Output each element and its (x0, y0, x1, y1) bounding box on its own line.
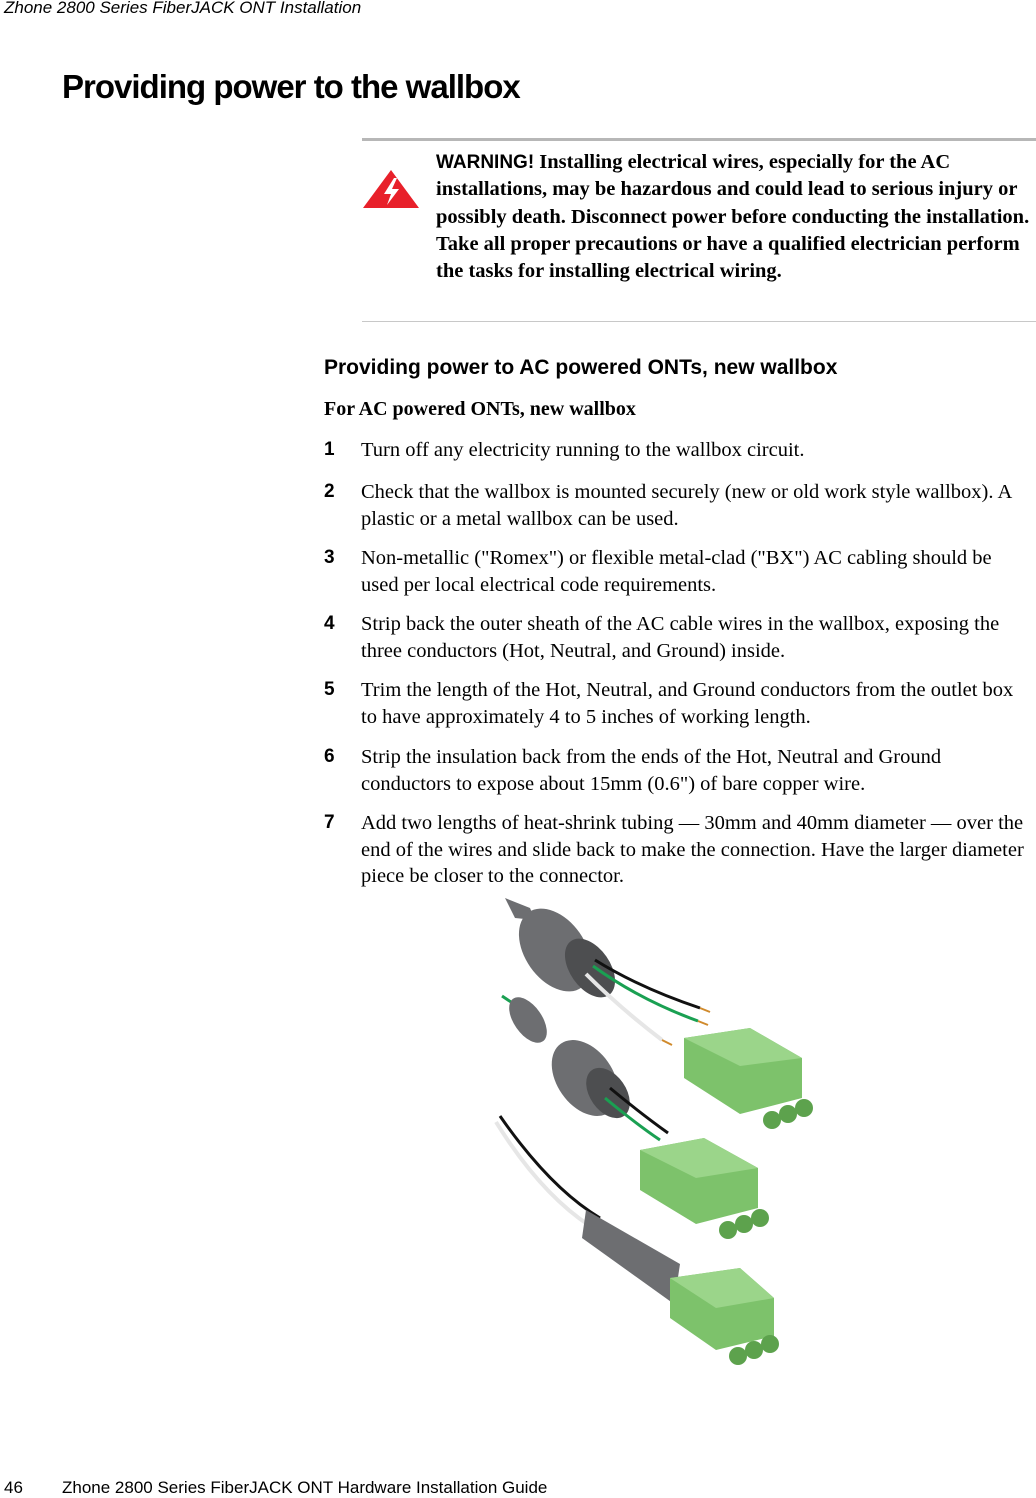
step-number: 6 (324, 746, 335, 767)
running-header: Zhone 2800 Series FiberJACK ONT Installation (4, 0, 362, 17)
step-number: 2 (324, 481, 335, 502)
assembly-unassembled (504, 895, 813, 1129)
heat-shrink-tubing-connector-illustration (490, 888, 830, 1368)
step-number: 5 (324, 679, 335, 700)
warning-body: Installing electrical wires, especially for the AC installations, may be hazardous and could lead to serious injury or possibly death. Disconnect power before conducting the installation. Take all proper precautions or have a qualified electrician perform the tasks for installing electrical wiring. (436, 151, 1030, 283)
section-heading: Providing power to AC powered ONTs, new wallbox (324, 356, 838, 379)
assembly-tubing-applied (502, 991, 769, 1239)
footer-doc-title: Zhone 2800 Series FiberJACK ONT Hardware Installation Guide (62, 1478, 548, 1497)
step-text: Strip the insulation back from the ends of the Hot, Neutral and Ground conductors to expose about 15mm (0.6") of bare copper wire. (361, 746, 942, 795)
page-title: Providing power to the wallbox (62, 68, 520, 105)
warning-box (362, 138, 1036, 322)
electrical-hazard-icon (362, 169, 420, 209)
step-text: Check that the wallbox is mounted securely (new or old work style wallbox). A plastic or a metal wallbox can be used. (361, 481, 1012, 530)
step-text: Turn off any electricity running to the wallbox circuit. (361, 439, 805, 461)
step-number: 1 (324, 439, 335, 460)
page-number: 46 (4, 1478, 23, 1497)
step-number: 3 (324, 547, 335, 568)
warning-text (436, 149, 1036, 285)
procedure-title: For AC powered ONTs, new wallbox (324, 398, 636, 420)
warning-label: WARNING! (436, 152, 535, 173)
step-number: 4 (324, 613, 335, 634)
step-number: 7 (324, 812, 335, 833)
page-footer (0, 1478, 1036, 1498)
step-text: Add two lengths of heat-shrink tubing — 30mm and 40mm diameter — over the end of the wires and slide back to make the connection. Have the larger diameter piece be closer to the connector. (361, 812, 1024, 887)
step-text: Trim the length of the Hot, Neutral, and Ground conductors from the outlet box to have approximately 4 to 5 inches of working length. (361, 679, 1014, 728)
assembly-finished (496, 1116, 779, 1365)
step-text: Strip back the outer sheath of the AC cable wires in the wallbox, exposing the three conductors (Hot, Neutral, and Ground) inside. (361, 613, 1000, 662)
step-text: Non-metallic ("Romex") or flexible metal-clad ("BX") AC cabling should be used per local electrical code requirements. (361, 547, 992, 596)
